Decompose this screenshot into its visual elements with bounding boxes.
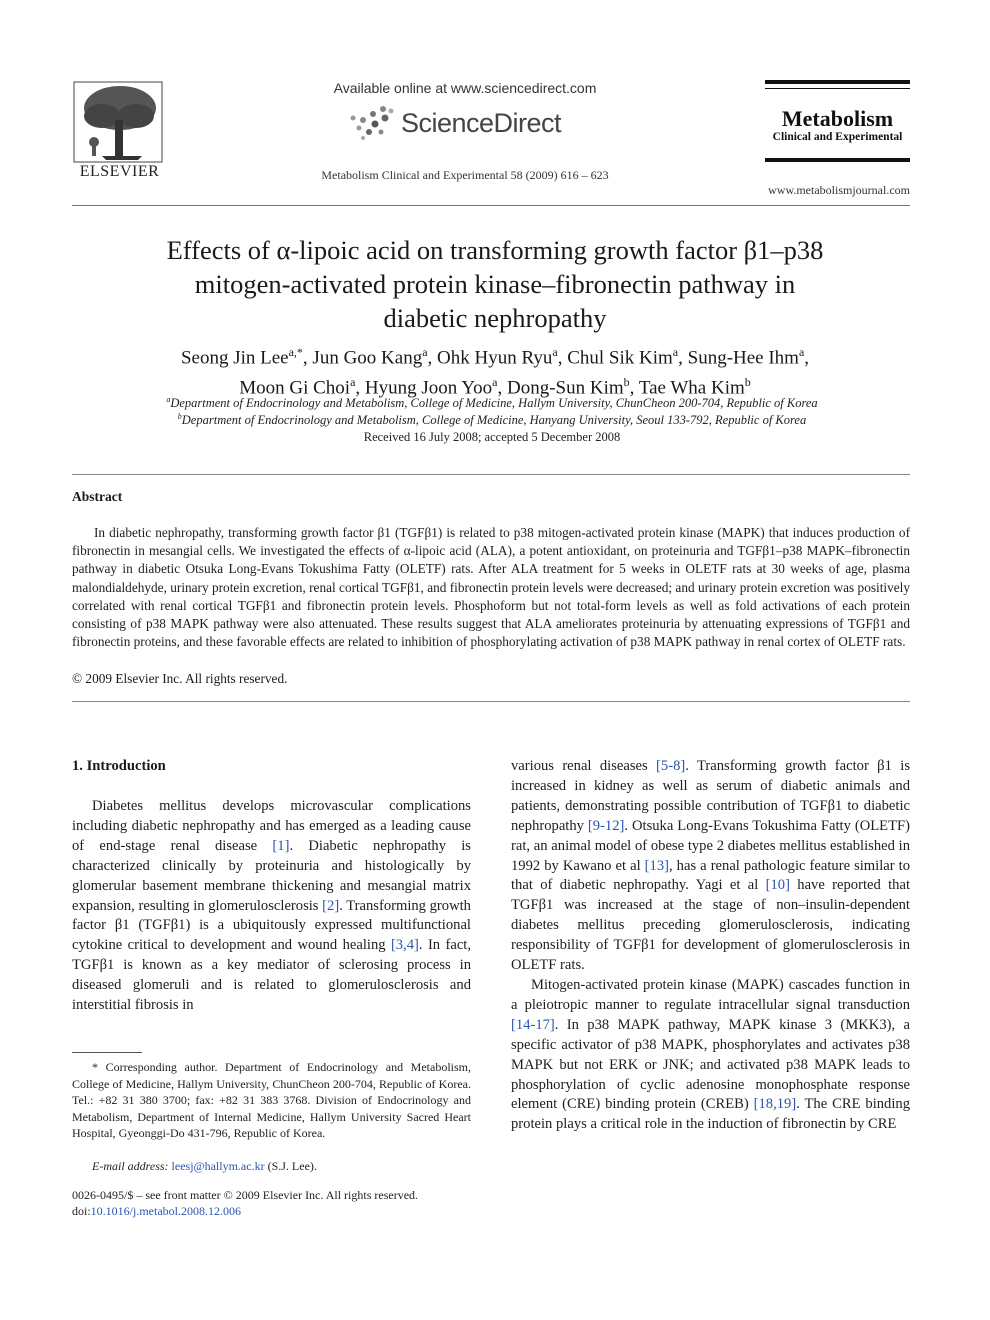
author-name: Jun Goo Kang <box>312 347 423 369</box>
author-sep: , <box>497 377 507 399</box>
sciencedirect-wordmark: ScienceDirect <box>401 108 562 138</box>
text-run: Diabetes mellitus develops microvascular complications including diabetic nephropathy and has emerged as a leading cause of end-stage renal disease <box>72 798 471 854</box>
affiliation-b <box>72 412 912 428</box>
author-name: Seong Jin Lee <box>180 347 289 369</box>
citation-link[interactable]: [18,19] <box>753 1096 797 1113</box>
text-run: , has a renal pathologic feature similar to that of diabetic nephropathy. Yagi et al <box>511 857 910 894</box>
email-link[interactable]: leesj@hallym.ac.kr <box>171 1159 265 1173</box>
text-run: . Transforming growth factor β1 is increased in kidney as well as serum of diabetic animals and patients, demonstrating possible contribution of TGFβ1 to diabetic nephropathy <box>511 758 910 834</box>
author-list <box>90 340 900 401</box>
corresponding-footnote <box>72 1059 471 1142</box>
email-label: E-mail address: <box>92 1159 169 1173</box>
abstract-copyright: © 2009 Elsevier Inc. All rights reserved. <box>72 671 288 686</box>
text-run: have reported that TGFβ1 was increased at the stage of non–insulin-dependent diabetes mellitus preceding glomerulosclerosis, indicating responsibility of TGFβ1 for development of glomerulosclerosis in OLETF rats. <box>511 877 910 974</box>
abstract-text: In diabetic nephropathy, transforming growth factor β1 (TGFβ1) is related to p38 mitogen-activated protein kinase (MAPK) that induces production of fibronectin in mesangial cells. We investigated the effects of α-lipoic acid (ALA), a potent antioxidant, on proteinuria and TGFβ1–p38 MAPK–fibronectin pathway in diabetic Otsuka Long-Evans Tokushima Fatty (OLETF) rats. After ALA treatment for 5 weeks in OLETF rats at 30 weeks of age, plasma malondialdehyde, urinary protein excretion, renal cortical TGFβ1, and fibronectin protein levels were decreased; and urinary protein excretion was positively correlated with renal cortical TGFβ1 and fibronectin protein levels. Phosphoform but not total-form levels as well as fold activations of each protein consisting of p38 MAPK pathway were also attenuated. These results suggest that ALA ameliorates proteinuria by attenuating expressions of TGFβ1 and fibronectin proteins, and these favorable effects are related to inhibition of phosphorylating activation of p38 MAPK pathway in renal cortex of OLETF rats. <box>72 525 910 650</box>
author-sep: , <box>302 347 313 369</box>
available-online: Available online at www.sciencedirect.com <box>333 80 597 96</box>
citation-link[interactable]: [1] <box>272 837 290 854</box>
email-suffix: (S.J. Lee). <box>264 1159 317 1173</box>
author-sup: a <box>672 345 679 359</box>
author-name: Tae Wha Kim <box>638 377 745 399</box>
header-divider <box>72 205 910 206</box>
text-run: . Diabetic nephropathy is characterized clinically by proteinuria and histologically by glomerular basement membrane thickening and mesangial matrix expansion, resulting in glomerulosclerosis <box>72 837 471 914</box>
publisher-name: ELSEVIER <box>79 163 160 180</box>
citation-link[interactable]: [14-17] <box>511 1016 555 1033</box>
sciencedirect-logo <box>345 102 585 146</box>
abstract-rule-bottom <box>72 701 910 702</box>
author-name: Ohk Hyun Ryu <box>437 347 553 369</box>
author-sep: , <box>678 347 688 369</box>
text-run: . Transforming growth factor β1 (TGFβ1) is a ubiquitously expressed multifunctional cytokine critical to development and wound healing <box>72 897 471 954</box>
author-sep: , <box>804 347 810 369</box>
author-sep: , <box>427 347 438 369</box>
paragraph <box>72 797 471 1016</box>
footnote-text: * Corresponding author. Department of Endocrinology and Metabolism, College of Medicine, Hallym University, ChunCheon 200-704, Republic of Korea. Tel.: +82 31 380 3700; fax: +82 31 383 3768. Division of Endocrinology and Metabolism, Department of Internal Medicine, Hallym University Sacred Heart Hospital, Gyeonggi-Do 431-796, Republic of Korea. <box>72 1060 471 1141</box>
author-name: Sung-Hee Ihm <box>687 347 799 369</box>
author-sep: , <box>355 377 365 399</box>
abstract-heading: Abstract <box>72 489 123 504</box>
text-run: . Otsuka Long-Evans Tokushima Fatty (OLETF) rat, an animal model of obese type 2 diabetes mellitus established in 1992 by Kawano et al <box>511 817 910 874</box>
author-sup: a,* <box>288 345 303 359</box>
author-sup: a <box>798 345 805 359</box>
journal-name: Metabolism <box>781 106 894 131</box>
author-name: Chul Sik Kim <box>567 347 673 369</box>
affiliation-a <box>72 395 912 411</box>
title-line-3: diabetic nephropathy <box>383 303 607 333</box>
title-line-1: Effects of α-lipoic acid on transforming growth factor β1–p38 <box>166 235 824 265</box>
header-rule-thick <box>765 80 910 84</box>
author-sup: a <box>492 375 498 390</box>
author-name: Moon Gi Choi <box>239 377 351 399</box>
article-title <box>100 233 890 335</box>
text-run: . The CRE binding protein plays a critical role in the induction of fibronectin by CRE <box>511 1096 910 1133</box>
author-sep: , <box>557 347 568 369</box>
text-run: . In p38 MAPK pathway, MAPK kinase 3 (MKK3), a specific activator of p38 MAPK, phosphorylates and activates p38 MAPK but not ERK or JNK; and activated p38 MAPK leads to phosphorylation of cyclic adenosine monophosphate response element (CRE) binding protein (CREB) <box>511 1016 910 1113</box>
doi-label: doi: <box>72 1204 91 1218</box>
column-left <box>72 797 471 1016</box>
doi-line <box>72 1204 241 1219</box>
received-dates: Received 16 July 2008; accepted 5 December 2008 <box>363 430 621 444</box>
author-sup: b <box>623 375 630 390</box>
aff-sup: b <box>177 412 182 421</box>
header-rule-thin <box>765 88 910 89</box>
author-line-1 <box>90 340 900 370</box>
text-run: various renal diseases <box>511 758 657 774</box>
author-sup: a <box>552 345 558 359</box>
aff-text: Department of Endocrinology and Metabolism, College of Medicine, Hanyang University, Seoul 133-792, Republic of Korea <box>181 413 807 428</box>
title-line-2: mitogen-activated protein kinase–fibronectin pathway in <box>194 269 796 299</box>
author-name: Hyung Joon Yoo <box>364 377 493 399</box>
footnote-rule <box>72 1052 142 1053</box>
journal-subtitle: Clinical and Experimental <box>772 131 903 143</box>
issn-line: 0026-0495/$ – see front matter © 2009 Elsevier Inc. All rights reserved. <box>72 1188 419 1202</box>
author-name: Dong-Sun Kim <box>506 377 624 399</box>
aff-text: Department of Endocrinology and Metabolism, College of Medicine, Hallym University, ChunCheon 200-704, Republic of Korea <box>170 396 818 411</box>
paragraph <box>511 757 910 976</box>
header-rule-bottom <box>765 158 910 162</box>
author-sup: b <box>744 375 751 390</box>
column-right <box>511 757 910 1135</box>
text-run: Mitogen-activated protein kinase (MAPK) cascades function in a pleiotropic manner to regulate intracellular signal transduction <box>511 976 910 1013</box>
author-sup: a <box>350 375 356 390</box>
citation-link[interactable]: [13] <box>644 857 669 874</box>
citation-link[interactable]: [9-12] <box>587 817 625 834</box>
citation-link[interactable]: [10] <box>765 877 790 894</box>
citation-link[interactable]: [2] <box>322 897 340 914</box>
doi-link[interactable]: 10.1016/j.metabol.2008.12.006 <box>90 1204 241 1218</box>
journal-citation: Metabolism Clinical and Experimental 58 (2009) 616 – 623 <box>321 168 609 182</box>
journal-url[interactable]: www.metabolismjournal.com <box>768 183 910 197</box>
text-run: . In fact, TGFβ1 is known as a key mediator of sclerosing process in diseased glomeruli and is related to glomerulosclerosis and interstitial fibrosis in <box>72 937 471 1014</box>
aff-sup: a <box>166 395 171 404</box>
paragraph <box>511 976 910 1135</box>
citation-link[interactable]: [3,4] <box>390 937 419 954</box>
abstract-rule-top <box>72 474 910 475</box>
section-heading: 1. Introduction <box>72 758 166 774</box>
author-sup: a <box>422 345 428 359</box>
citation-link[interactable]: [5-8] <box>656 758 686 774</box>
author-sep: , <box>629 377 639 399</box>
email-line <box>92 1159 317 1174</box>
sciencedirect-dots-icon <box>345 104 397 144</box>
